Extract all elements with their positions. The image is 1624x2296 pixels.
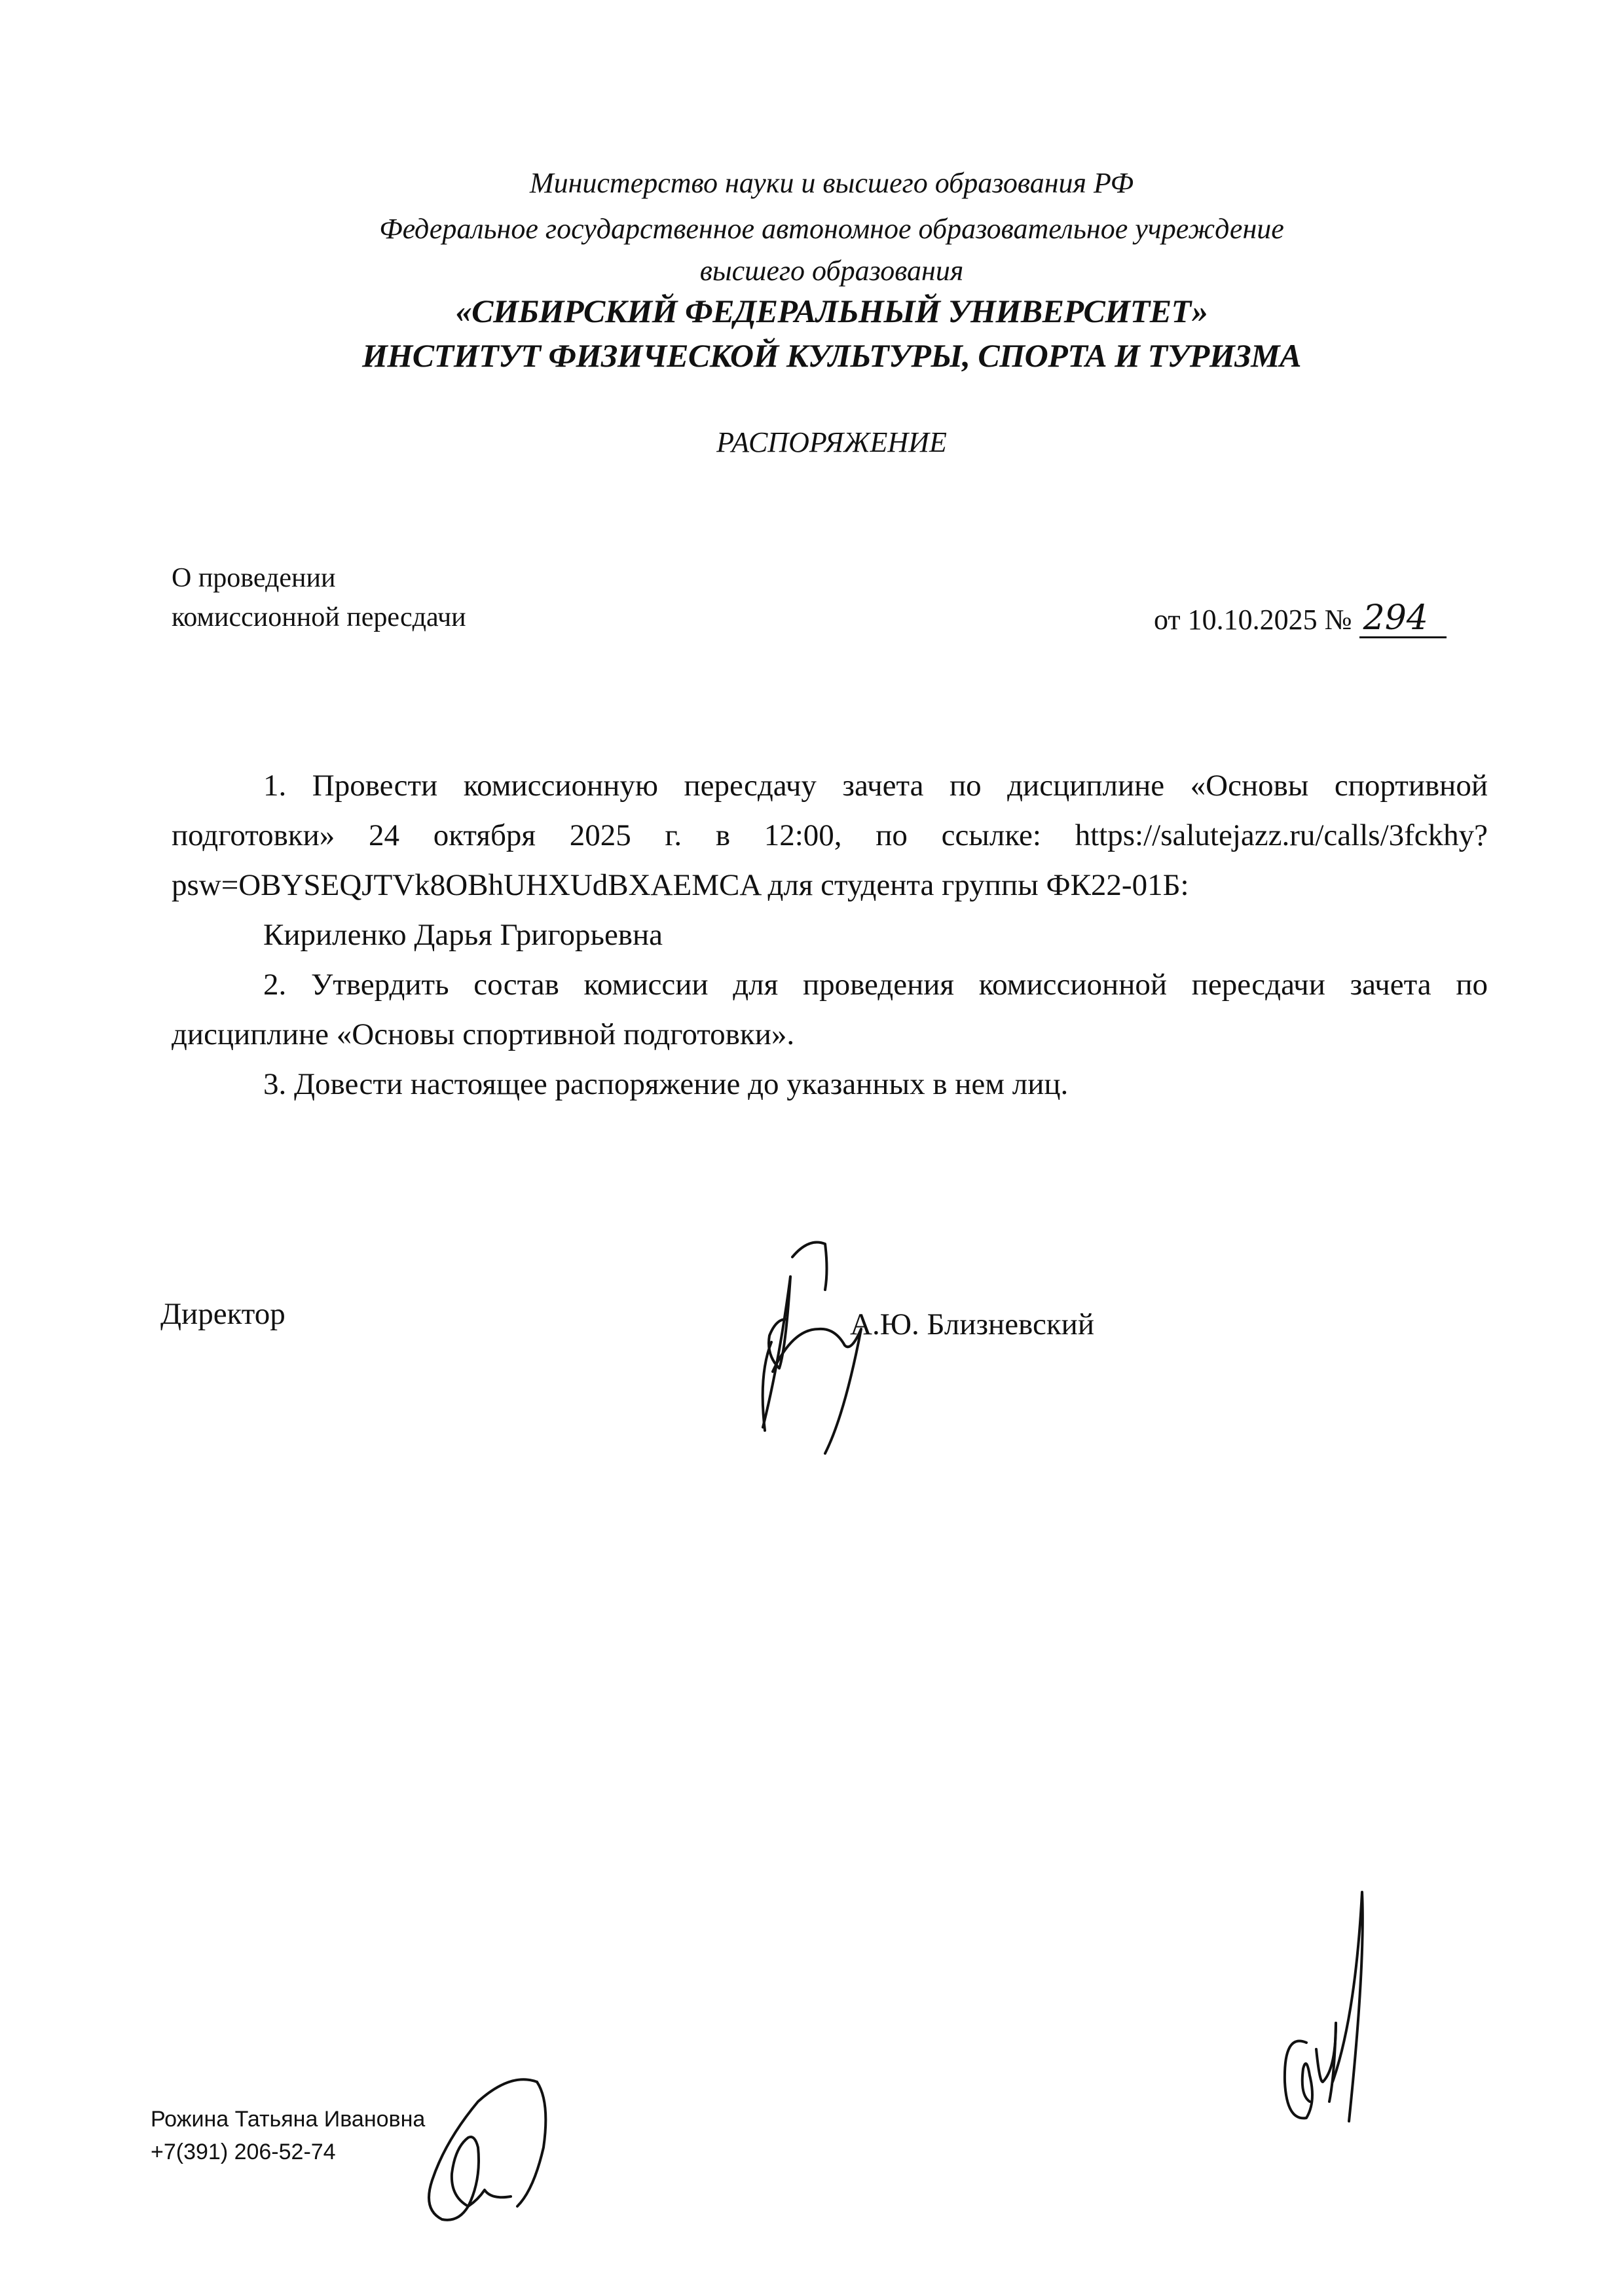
signatory-name: А.Ю. Близневский bbox=[850, 1307, 1094, 1341]
university-name: «СИБИРСКИЙ ФЕДЕРАЛЬНЫЙ УНИВЕРСИТЕТ» bbox=[455, 293, 1208, 329]
subject-line-2: комиссионной пересдачи bbox=[172, 602, 466, 632]
contact-block bbox=[151, 2103, 425, 2168]
subject-line-1: О проведении bbox=[172, 563, 336, 593]
signatory-position: Директор bbox=[160, 1297, 286, 1331]
approval-signature bbox=[1270, 1886, 1441, 2134]
contact-signature bbox=[406, 2075, 563, 2232]
document-date: от 10.10.2025 № bbox=[1154, 604, 1352, 636]
institute-name: ИНСТИТУТ ФИЗИЧЕСКОЙ КУЛЬТУРЫ, СПОРТА И ТУРИЗМА bbox=[362, 337, 1301, 374]
director-signature bbox=[753, 1231, 936, 1453]
contact-name: Рожина Татьяна Ивановна bbox=[151, 2107, 426, 2132]
document-number: 294 bbox=[1359, 601, 1447, 638]
student-name: Кириленко Дарья Григорьевна bbox=[263, 918, 663, 952]
ministry-line: Министерство науки и высшего образования РФ bbox=[529, 167, 1134, 199]
institution-type-line: Федеральное государственное автономное образовательное учреждение bbox=[379, 213, 1284, 245]
document-body bbox=[172, 761, 1488, 1109]
order-item-2: 2. Утвердить состав комиссии для проведения комиссионной пересдачи зачета по дисциплине «Основы спортивной подготовки». bbox=[172, 968, 1488, 1051]
order-item-3: 3. Довести настоящее распоряжение до указанных в нем лиц. bbox=[263, 1067, 1069, 1101]
institution-type-line-2: высшего образования bbox=[699, 255, 964, 287]
order-item-1: 1. Провести комиссионную пересдачу зачета по дисциплине «Основы спортивной подготовки» 24 октября 2025 г. в 12:00, по ссылке: https://salutejazz.ru/calls/3fckhy?psw=OBYSEQJTVk8OBhUHXUdBXAEMCA для студента группы ФК22-01Б: bbox=[172, 769, 1488, 902]
document-date-number bbox=[1154, 598, 1447, 638]
document-type: РАСПОРЯЖЕНИЕ bbox=[716, 426, 947, 458]
contact-phone: +7(391) 206-52-74 bbox=[151, 2140, 336, 2164]
